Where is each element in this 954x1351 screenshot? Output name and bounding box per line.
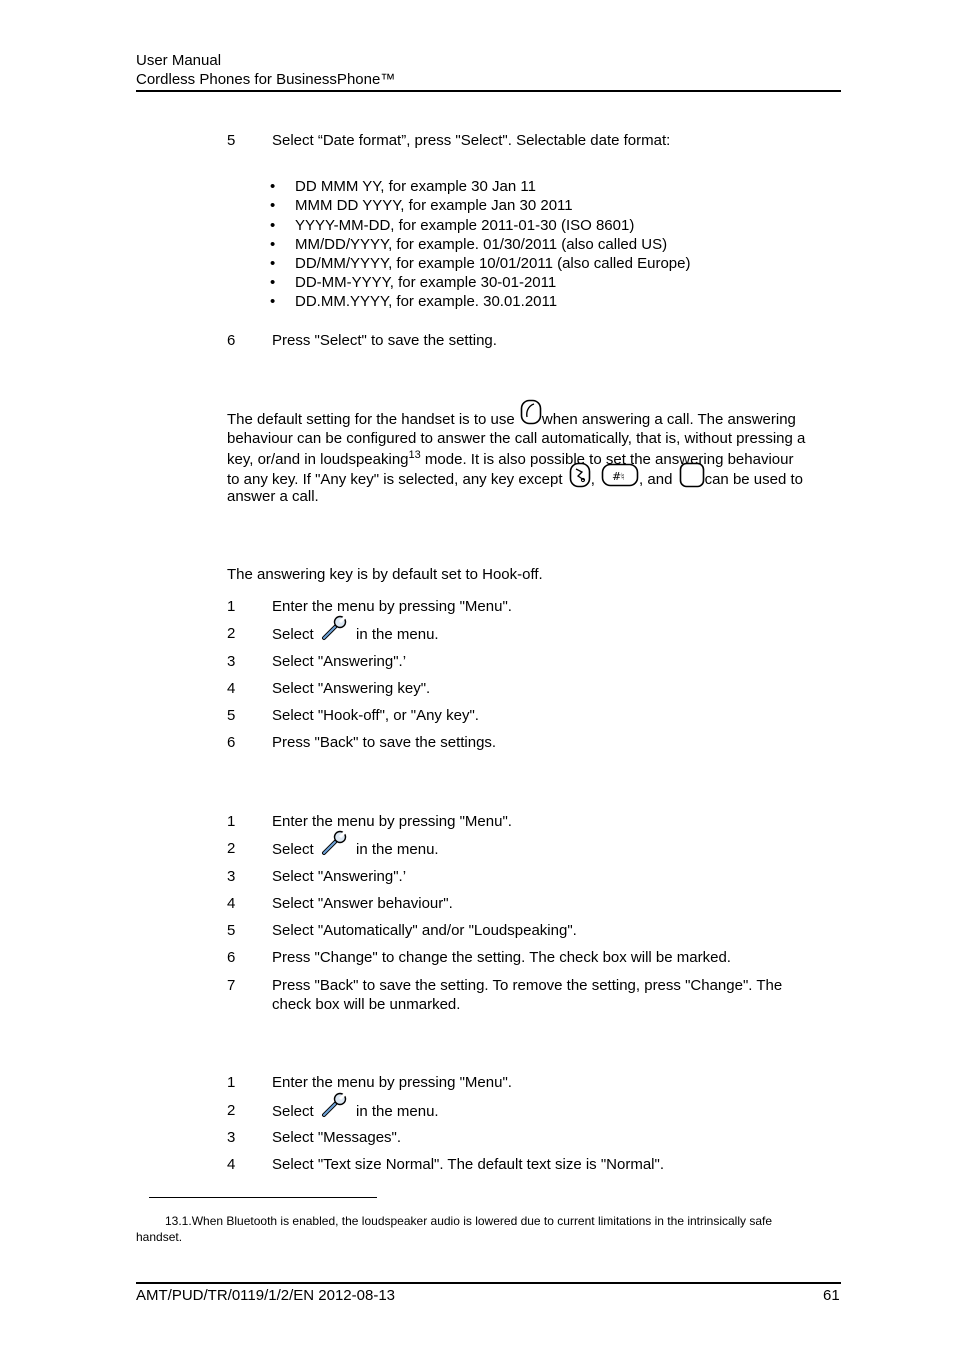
step-text: Enter the menu by pressing "Menu". <box>272 1074 512 1091</box>
step-number: 3 <box>227 1129 236 1146</box>
step-text: Enter the menu by pressing "Menu". <box>272 813 512 830</box>
step-text: Press "Select" to save the setting. <box>272 332 497 349</box>
intro-line-4: to any key. If "Any key" is selected, any key except , # ♮ , and can be used to <box>227 468 803 492</box>
footnote-line-1: 13.1.When Bluetooth is enabled, the loudspeaker audio is lowered due to current limitations in the intrinsically safe <box>165 1214 773 1228</box>
list-item: DD.MM.YYYY, for example. 30.01.2011 <box>295 293 558 310</box>
step-text: Select in the menu. <box>272 625 439 645</box>
wrench-settings-icon <box>321 830 349 860</box>
step-number: 1 <box>227 598 236 615</box>
intro-line-5: answer a call. <box>227 488 319 505</box>
list-item: YYYY-MM-DD, for example 2011-01-30 (ISO 8601) <box>295 217 635 234</box>
step-text: Select "Answering key". <box>272 680 431 697</box>
footnote-line-2: handset. <box>136 1230 183 1244</box>
step-number: 4 <box>227 895 236 912</box>
bullet: • <box>270 178 276 195</box>
step-text: Select "Messages". <box>272 1129 402 1146</box>
bullet: • <box>270 255 276 272</box>
footer-rule <box>136 1282 841 1284</box>
step-number: 3 <box>227 868 236 885</box>
hook-off-key-icon <box>520 399 542 429</box>
step-text: Press "Back" to save the settings. <box>272 734 497 751</box>
wrench-settings-icon <box>321 615 349 645</box>
step-text: Select in the menu. <box>272 1102 439 1122</box>
step-number: 2 <box>227 625 236 642</box>
bullet: • <box>270 293 276 310</box>
list-item: MMM DD YYYY, for example Jan 30 2011 <box>295 197 573 214</box>
step-number: 5 <box>227 707 236 724</box>
step-text: Press "Change" to change the setting. The check box will be marked. <box>272 949 731 966</box>
step-number: 4 <box>227 680 236 697</box>
intro-line-3: key, or/and in loudspeaking$^{13}$ mode. It is also possible to set the answering behaviour <box>227 449 794 468</box>
header-rule <box>136 90 841 92</box>
bullet: • <box>270 274 276 291</box>
header-subtitle: Cordless Phones for BusinessPhone™ <box>136 71 396 88</box>
blank-key-icon <box>679 462 705 492</box>
step-number: 2 <box>227 1102 236 1119</box>
step-text: Press "Back" to save the setting. To remove the setting, press "Change". The <box>272 977 783 994</box>
step-text: Select "Text size Normal". The default text size is "Normal". <box>272 1156 664 1173</box>
step-number: 4 <box>227 1156 236 1173</box>
answering-key-intro: The answering key is by default set to Hook-off. <box>227 566 543 583</box>
step-text: Select "Automatically" and/or "Loudspeaking". <box>272 922 577 939</box>
bullet: • <box>270 217 276 234</box>
document-id: AMT/PUD/TR/0119/1/2/EN 2012-08-13 <box>136 1287 396 1304</box>
step-number: 6 <box>227 332 236 349</box>
step-text: Select in the menu. <box>272 840 439 860</box>
intro-line-1: The default setting for the handset is to use when answering a call. The answering <box>227 411 796 429</box>
list-item: DD/MM/YYYY, for example 10/01/2011 (also called Europe) <box>295 255 691 272</box>
page-number: 61 <box>823 1287 840 1304</box>
step-number: 2 <box>227 840 236 857</box>
step-number: 1 <box>227 1074 236 1091</box>
intro-line-2: behaviour can be configured to answer the call automatically, that is, without pressing a <box>227 430 806 447</box>
svg-text:♮: ♮ <box>621 472 625 483</box>
step-number: 7 <box>227 977 236 994</box>
step-text: Select “Date format”, press "Select". Selectable date format: <box>272 132 671 149</box>
list-item: MM/DD/YYYY, for example. 01/30/2011 (also called US) <box>295 236 668 253</box>
mute-key-icon <box>569 462 591 492</box>
step-number: 1 <box>227 813 236 830</box>
step-number: 5 <box>227 922 236 939</box>
step-text: Select "Answer behaviour". <box>272 895 453 912</box>
footnote-ref[interactable]: 13 <box>408 449 421 461</box>
list-item: DD-MM-YYYY, for example 30-01-2011 <box>295 274 557 291</box>
step-text: Select "Answering".’ <box>272 653 407 670</box>
step-number: 6 <box>227 949 236 966</box>
svg-text:#: # <box>612 470 622 483</box>
step-text: Select "Answering".’ <box>272 868 407 885</box>
bullet: • <box>270 236 276 253</box>
hash-key-icon <box>601 463 639 491</box>
step-number: 5 <box>227 132 236 149</box>
step-number: 6 <box>227 734 236 751</box>
header-title: User Manual <box>136 52 222 69</box>
step-text-continued: check box will be unmarked. <box>272 996 461 1013</box>
footnote-rule <box>149 1197 377 1198</box>
wrench-settings-icon <box>321 1092 349 1122</box>
bullet: • <box>270 197 276 214</box>
step-text: Enter the menu by pressing "Menu". <box>272 598 512 615</box>
step-text: Select "Hook-off", or "Any key". <box>272 707 479 724</box>
list-item: DD MMM YY, for example 30 Jan 11 <box>295 178 536 195</box>
step-number: 3 <box>227 653 236 670</box>
